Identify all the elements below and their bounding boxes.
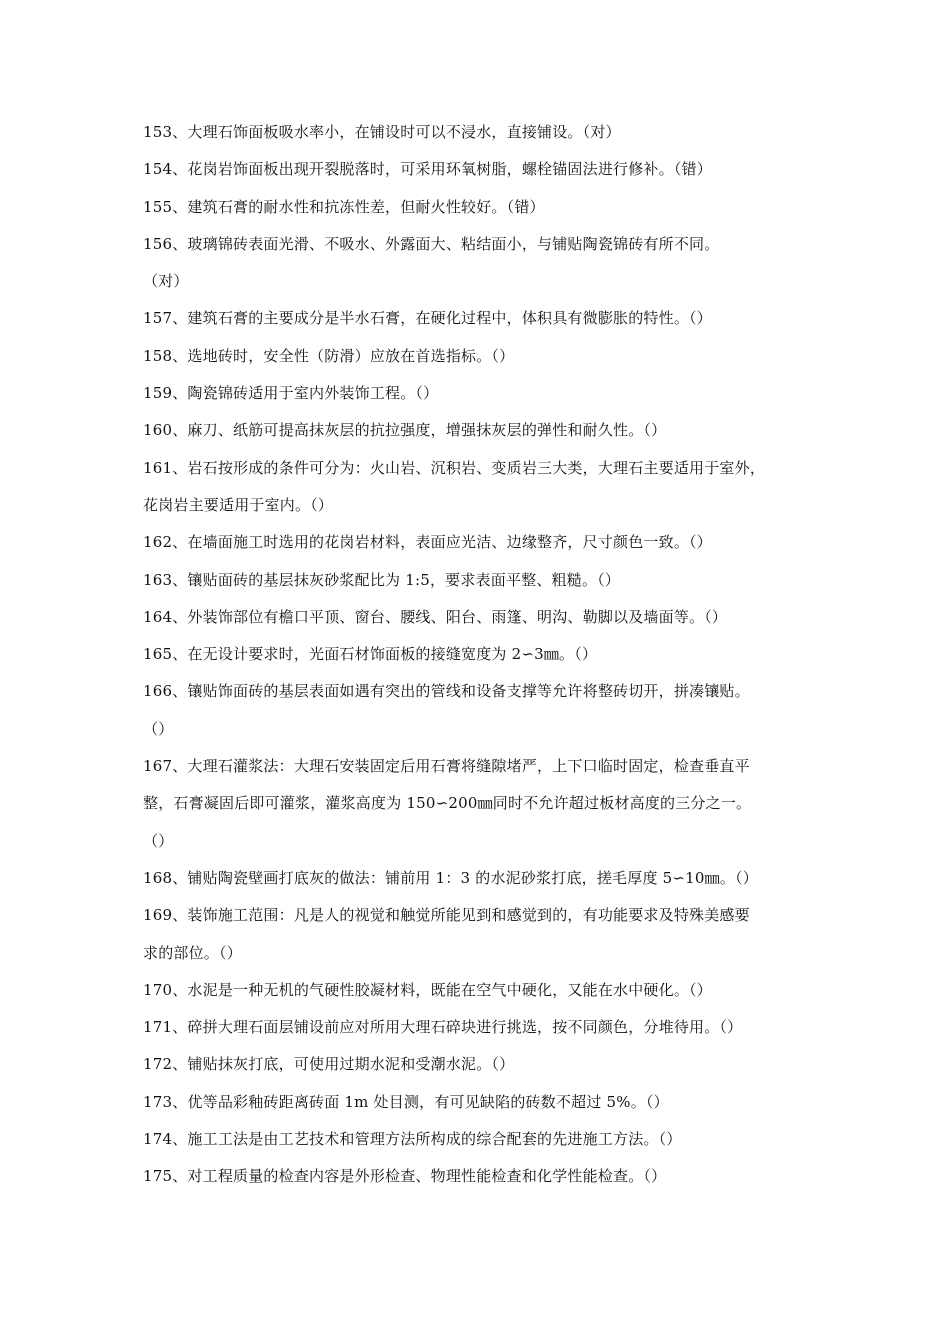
text-line: （） — [143, 831, 174, 850]
text-line: 172、铺贴抹灰打底，可使用过期水泥和受潮水泥。（） — [143, 1055, 515, 1074]
text-line: 167、大理石灌浆法：大理石安装固定后用石膏将缝隙堵严，上下口临时固定，检查垂直平 — [143, 757, 750, 776]
question-list — [143, 117, 833, 1199]
text-line: 163、镶贴面砖的基层抹灰砂浆配比为 1:5，要求表面平整、粗糙。（） — [143, 570, 621, 589]
text-line: 156、玻璃锦砖表面光滑、不吸水、外露面大、粘结面小，与铺贴陶瓷锦砖有所不同。 — [143, 234, 720, 253]
text-line: 161、岩石按形成的条件可分为：火山岩、沉积岩、变质岩三大类，大理石主要适用于室外， — [143, 458, 766, 477]
text-line: 174、施工工法是由工艺技术和管理方法所构成的综合配套的先进施工方法。（） — [143, 1130, 682, 1149]
text-line: 153、大理石饰面板吸水率小，在铺设时可以不浸水，直接铺设。（对） — [143, 123, 621, 141]
text-line: 154、花岗岩饰面板出现开裂脱落时，可采用环氧树脂，螺栓锚固法进行修补。（错） — [143, 160, 712, 179]
text-line: 158、选地砖时，安全性（防滑）应放在首选指标。（） — [143, 346, 515, 365]
text-line: 171、碎拼大理石面层铺设前应对所用大理石碎块进行挑选，按不同颜色，分堆待用。（） — [143, 1018, 743, 1037]
text-line: 162、在墙面施工时选用的花岗岩材料，表面应光洁、边缘整齐，尺寸颜色一致。（） — [143, 533, 712, 552]
text-line: 175、对工程质量的检查内容是外形检查、物理性能检查和化学性能检查。（） — [143, 1167, 667, 1186]
text-line: 155、建筑石膏的耐水性和抗冻性差，但耐火性较好。（错） — [143, 197, 545, 216]
text-line: 159、陶瓷锦砖适用于室内外装饰工程。（） — [143, 384, 439, 403]
text-line: 170、水泥是一种无机的气硬性胶凝材料，既能在空气中硬化，又能在水中硬化。（） — [143, 980, 712, 999]
text-line: 160、麻刀、纸筋可提高抹灰层的抗拉强度，增强抹灰层的弹性和耐久性。（） — [143, 421, 667, 440]
text-line: 169、装饰施工范围：凡是人的视觉和触觉所能见到和感觉到的，有功能要求及特殊美感要 — [143, 906, 750, 925]
text-line: 168、铺贴陶瓷壁画打底灰的做法：铺前用 1：3 的水泥砂浆打底，搓毛厚度 5∽10㎜。（） — [143, 868, 758, 887]
text-line: 整，石膏凝固后即可灌浆，灌浆高度为 150∽200㎜同时不允许超过板材高度的三分之一。 — [143, 794, 752, 813]
text-line: 157、建筑石膏的主要成分是半水石膏，在硬化过程中，体积具有微膨胀的特性。（） — [143, 309, 712, 328]
text-line: 求的部位。（） — [143, 943, 242, 962]
text-line: 165、在无设计要求时，光面石材饰面板的接缝宽度为 2∽3㎜。（） — [143, 645, 598, 664]
text-line: 花岗岩主要适用于室内。（） — [143, 495, 334, 514]
text-line: 173、优等品彩釉砖距离砖面 1m 处目测，有可见缺陷的砖数不超过 5%。（） — [143, 1092, 669, 1111]
text-line: （） — [143, 719, 174, 738]
text-line: 164、外装饰部位有檐口平顶、窗台、腰线、阳台、雨篷、明沟、勒脚以及墙面等。（） — [143, 607, 728, 626]
text-line: 166、镶贴饰面砖的基层表面如遇有突出的管线和设备支撑等允许将整砖切开，拼凑镶贴。 — [143, 682, 750, 701]
text-line: （对） — [143, 272, 189, 291]
